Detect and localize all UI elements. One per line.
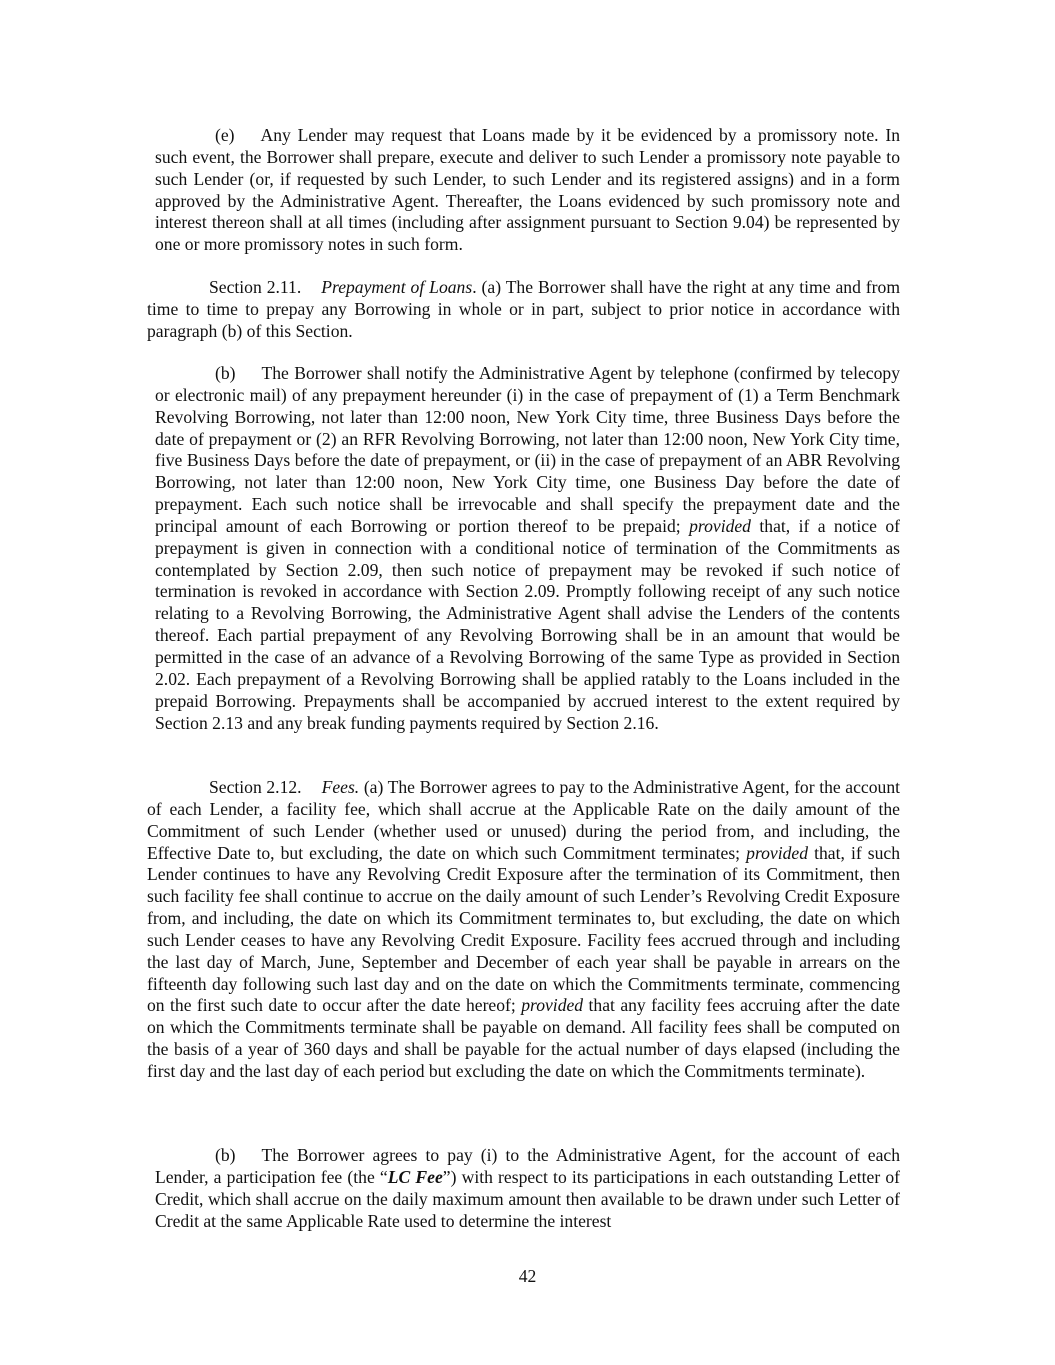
paragraph-b-text-2: ”) with respect to its participations in each outstanding Letter of Credit, which shall accrue on the daily maximum amount then available to be drawn under such Letter of Credit at the same Applicable Rate used to determine the interest <box>155 1166 901 1231</box>
section-2-12-title: Fees. <box>321 777 360 797</box>
section-2-12-text-1: (a) The Borrower agrees to pay to the Administrative Agent, for the account of each Lender, a facility fee, which shall accrue at the Applicable Rate on the daily amount of the Commitment of such Lender (whether used or unused) during the period from, and including, the Effective Date to, but excluding, the date on which such Commitment terminates; <box>147 777 901 863</box>
section-2-11-paragraph <box>147 277 900 343</box>
paragraph-e-label: (e) <box>215 125 235 145</box>
provided-term: provided <box>689 515 751 536</box>
paragraph-b-label: (b) <box>215 363 236 383</box>
section-2-12-text-2: that, if such Lender continues to have any Revolving Credit Exposure after the termination of its Commitment, then such facility fee shall continue to accrue on the daily amount of such Lender’s Revolving Credit Exposure from, and including, the date on which its Commitment terminates to, but excluding, the date on which such Lender ceases to have any Revolving Credit Exposure. Facility fees accrued through and including the last day of March, June, September and December of each year shall be payable in arrears on the fifteenth day following such last day and on the date on which the Commitments terminate, commencing on the first such date to occur after the date hereof; <box>147 842 901 1016</box>
paragraph-b-text-1: The Borrower agrees to pay (i) to the Administrative Agent, for the account of each Lender, a participation fee (the “ <box>155 1145 900 1187</box>
section-2-12-text-3: that any facility fees accruing after the date on which the Commitments terminate shall be payable on demand. All facility fees shall be computed on the basis of a year of 360 days and shall be payable for the actual number of days elapsed (including the first day and the last day of each period but excluding the date on which the Commitments terminate). <box>147 995 900 1081</box>
section-2-11-number: Section 2.11. <box>209 277 302 297</box>
section-2-11-title: Prepayment of Loans <box>321 277 473 297</box>
provided-term: provided <box>746 842 809 863</box>
paragraph-e-text: Any Lender may request that Loans made by it be evidenced by a promissory note. In such event, the Borrower shall prepare, execute and deliver to such Lender a promissory note payable to such Lender (or, if requested by such Lender, to such Lender and its registered assigns) and in a form approved by the Administrative Agent. Thereafter, the Loans evidenced by such promissory note and interest thereon shall at all times (including after assignment pursuant to Section 9.04) be represented by one or more promissory notes in such form. <box>155 125 900 255</box>
section-2-12-paragraph-b <box>155 1145 900 1232</box>
lc-fee-defined-term: LC Fee <box>387 1166 443 1187</box>
section-2-12-paragraph <box>147 777 900 1083</box>
paragraph-b-text-2: that, if a notice of prepayment is given in connection with a conditional notice of termination of the Commitments as contemplated by Section 2.09, then such notice of prepayment may be revoked if such notice of termination is revoked in accordance with Section 2.09. Promptly following receipt of any such notice relating to a Revolving Borrowing, the Administrative Agent shall advise the Lenders of the contents thereof. Each partial prepayment of any Revolving Borrowing shall be in an amount that would be permitted in the case of an advance of a Revolving Borrowing of the same Type as provided in Section 2.02. Each prepayment of a Revolving Borrowing shall be applied ratably to the Loans included in the prepaid Borrowing. Prepayments shall be accompanied by accrued interest to the extent required by Section 2.13 and any break funding payments required by Section 2.16. <box>155 515 900 733</box>
provided-term: provided <box>521 995 584 1016</box>
paragraph-b-label: (b) <box>215 1145 236 1165</box>
paragraph-b-text-1: The Borrower shall notify the Administrative Agent by telephone (confirmed by telecopy or electronic mail) of any prepayment hereunder (i) in the case of prepayment of (1) a Term Benchmark Revolving Borrowing, not later than 12:00 noon, New York City time, three Business Days before the date of prepayment or (2) an RFR Revolving Borrowing, not later than 12:00 noon, New York City time, five Business Days before the date of prepayment, or (ii) in the case of prepayment of an ABR Revolving Borrowing, not later than 12:00 noon, New York City time, one Business Day before the date of prepayment. Each such notice shall be irrevocable and shall specify the prepayment date and the principal amount of each Borrowing or portion thereof to be prepaid; <box>155 363 900 536</box>
page-number: 42 <box>518 1266 537 1286</box>
paragraph-e <box>155 125 900 256</box>
section-2-11-text: . (a) The Borrower shall have the right at any time and from time to time to prepay any Borrowing in whole or in part, subject to prior notice in accordance with paragraph (b) of this Section. <box>147 277 900 341</box>
section-2-11-paragraph-b <box>155 363 900 734</box>
section-2-12-number: Section 2.12. <box>209 777 302 797</box>
